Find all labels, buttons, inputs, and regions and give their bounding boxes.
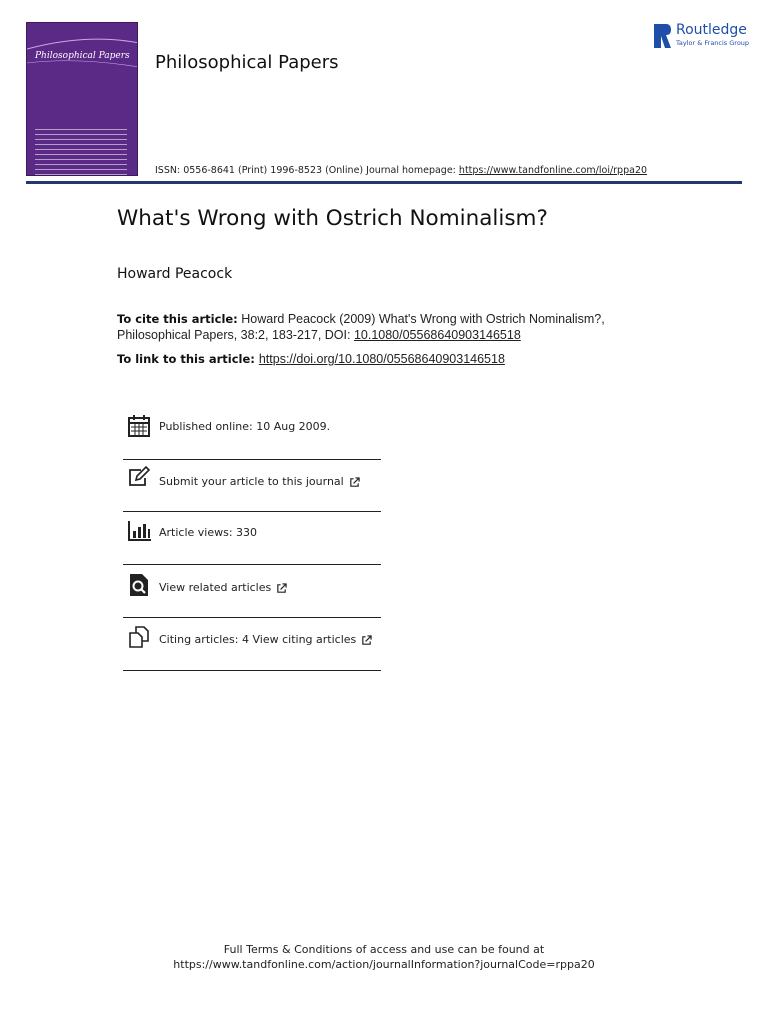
external-link-icon <box>349 477 360 488</box>
external-link-icon <box>361 635 372 646</box>
submit-article-link[interactable]: Submit your article to this journal <box>159 475 360 488</box>
citing-icon <box>127 625 151 649</box>
citation-block <box>117 311 677 343</box>
publisher-name: Routledge <box>676 22 747 38</box>
related-articles-link[interactable]: View related articles <box>159 581 287 594</box>
article-title: What's Wrong with Ostrich Nominalism? <box>117 206 548 231</box>
footer-terms: Full Terms & Conditions of access and use can be found at <box>223 943 545 956</box>
cite-text: Howard Peacock (2009) What's Wrong with Ostrich Nominalism?, Philosophical Papers, 38:2, 183-217, DOI: <box>117 312 605 342</box>
journal-name: Philosophical Papers <box>155 52 339 73</box>
row-divider <box>123 511 381 512</box>
journal-homepage-link[interactable]: https://www.tandfonline.com/loi/rppa20 <box>458 165 648 176</box>
publisher-tagline: Taylor & Francis Group <box>676 39 750 47</box>
footer <box>0 942 768 972</box>
published-text: Published online: 10 Aug 2009. <box>159 420 331 433</box>
row-divider <box>123 670 381 671</box>
cover-contents <box>35 129 127 176</box>
routledge-logo-icon <box>652 22 672 50</box>
row-divider <box>123 459 381 460</box>
footer-terms-url[interactable]: https://www.tandfonline.com/action/journalInformation?journalCode=rppa20 <box>173 958 595 971</box>
issn-line <box>155 165 647 176</box>
journal-cover <box>26 22 138 176</box>
article-views-text: Article views: 330 <box>159 526 258 539</box>
article-link-block <box>117 352 505 366</box>
link-label: To link to this article: <box>117 352 259 366</box>
calendar-icon <box>127 414 151 438</box>
cover-title: Philosophical Papers <box>35 51 130 61</box>
publisher-logo <box>652 22 752 52</box>
cite-label: To cite this article: <box>117 312 238 326</box>
doi-link[interactable]: 10.1080/05568640903146518 <box>353 328 521 342</box>
article-url-link[interactable]: https://doi.org/10.1080/05568640903146518 <box>258 352 505 366</box>
article-author: Howard Peacock <box>117 266 233 282</box>
search-document-icon <box>127 573 151 597</box>
citing-articles-link[interactable]: Citing articles: 4 View citing articles <box>159 633 372 646</box>
edit-icon <box>127 466 151 490</box>
row-divider <box>123 617 381 618</box>
issn-text: ISSN: 0556-8641 (Print) 1996-8523 (Online) Journal homepage: <box>155 165 459 176</box>
external-link-icon <box>276 583 287 594</box>
header-rule <box>26 181 742 184</box>
bar-chart-icon <box>127 519 151 543</box>
row-divider <box>123 564 381 565</box>
